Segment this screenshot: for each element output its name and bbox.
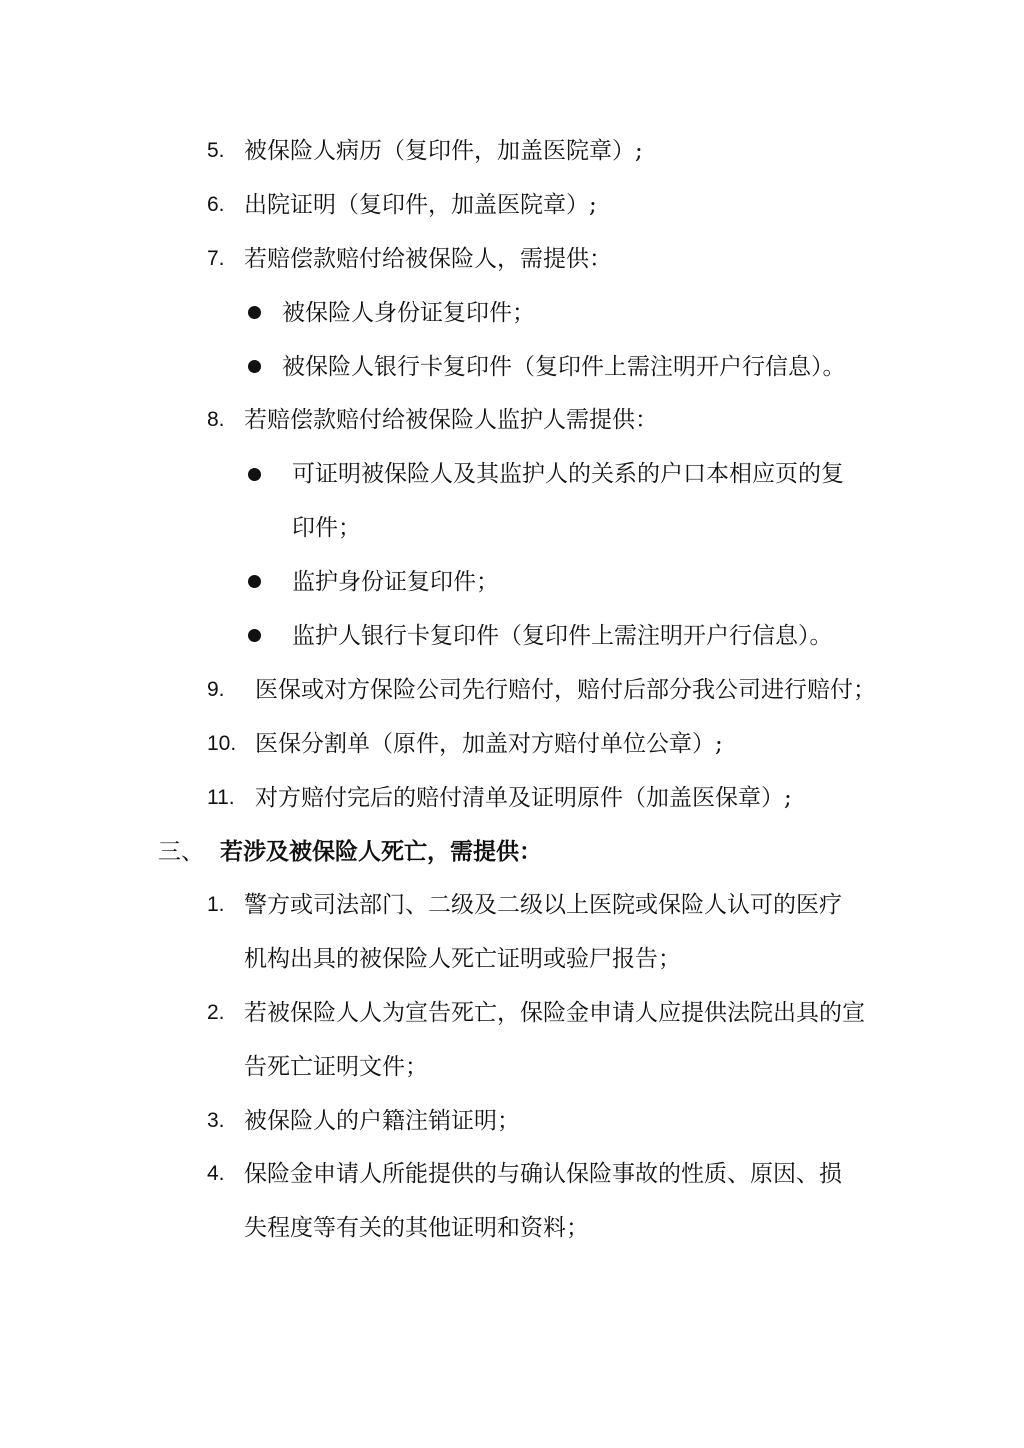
item-text: 医保或对方保险公司先行赔付，赔付后部分我公司进行赔付； [255,677,876,703]
item-text-continuation: 机构出具的被保险人死亡证明或验尸报告； [244,946,681,972]
item-text: 被保险人病历（复印件，加盖医院章）; [244,138,643,164]
item-number: 6. [207,193,225,216]
item-text: 保险金申请人所能提供的与确认保险事故的性质、原因、损 [244,1161,842,1187]
item-text: 若赔偿款赔付给被保险人，需提供： [244,246,612,272]
item-text: 对方赔付完后的赔付清单及证明原件（加盖医保章）; [255,785,792,811]
item-number: 8. [207,408,225,431]
item-number: 5. [207,139,225,162]
bullet-dot-icon [248,306,261,319]
item-text: 出院证明（复印件，加盖医院章）; [244,192,597,218]
item-text: 若赔偿款赔付给被保险人监护人需提供： [244,407,658,433]
item-text-continuation: 告死亡证明文件； [244,1054,428,1080]
item-text-continuation: 失程度等有关的其他证明和资料； [244,1215,589,1241]
section-number: 三、 [158,839,204,865]
item-number: 2. [207,1001,225,1024]
item-text: 医保分割单（原件，加盖对方赔付单位公章）; [255,731,723,757]
item-number: 3. [207,1109,225,1132]
item-number: 11. [207,786,235,809]
item-number: 4. [207,1162,225,1185]
bullet-dot-icon [248,468,261,481]
item-number: 9. [207,678,225,701]
item-text: 若被保险人人为宣告死亡，保险金申请人应提供法院出具的宣 [244,1000,865,1026]
bullet-dot-icon [248,575,261,588]
bullet-dot-icon [248,629,261,642]
item-text: 警方或司法部门、二级及二级以上医院或保险人认可的医疗 [244,892,842,918]
bullet-text: 可证明被保险人及其监护人的关系的户口本相应页的复 [292,461,844,487]
bullet-text-continuation: 印件； [292,515,361,541]
bullet-text: 监护人银行卡复印件（复印件上需注明开户行信息）。 [292,623,833,649]
bullet-text: 监护身份证复印件； [292,569,499,595]
bullet-dot-icon [248,360,261,373]
item-text: 被保险人的户籍注销证明； [244,1108,520,1134]
section-heading: 若涉及被保险人死亡，需提供： [220,838,542,865]
bullet-text: 被保险人身份证复印件； [282,300,535,326]
item-number: 1. [207,893,225,916]
item-number: 7. [207,247,225,270]
item-number: 10. [207,732,237,755]
bullet-text: 被保险人银行卡复印件（复印件上需注明开户行信息）。 [282,354,846,380]
